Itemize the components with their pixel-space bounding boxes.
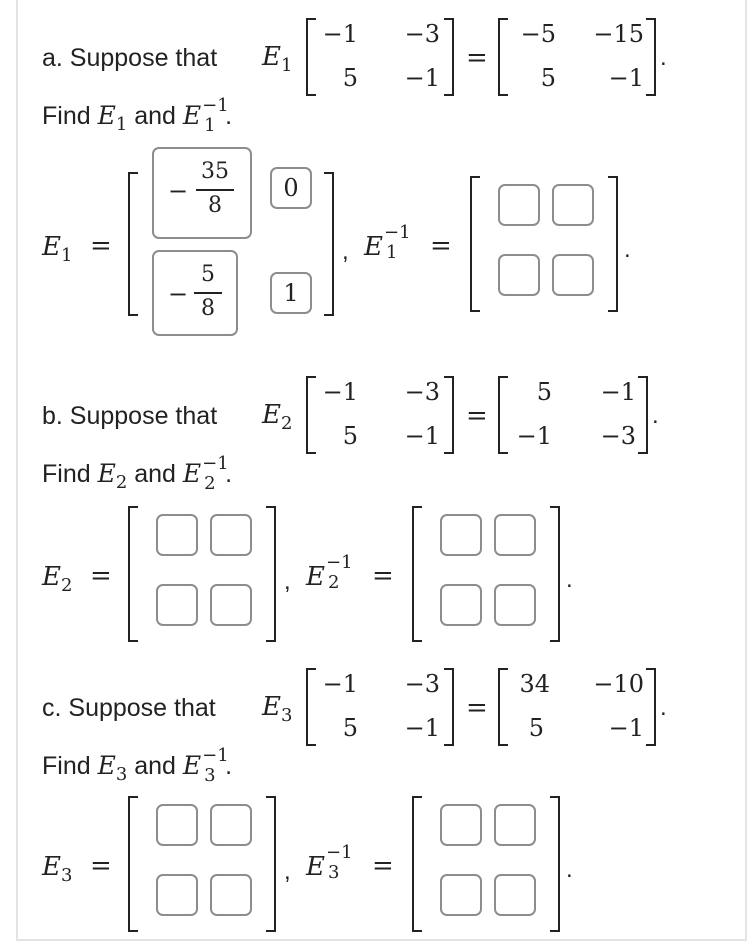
part-b-e-answer-matrix [128, 506, 276, 642]
matrix-cell: −1 [600, 378, 636, 406]
matrix-cell: −1 [322, 670, 358, 698]
part-b-matrix-a [306, 376, 454, 454]
part-c-e-symbol: $E_3$ [262, 692, 293, 726]
minus-sign: − [168, 280, 189, 308]
matrix-cell: −1 [404, 422, 440, 450]
period: . [566, 856, 573, 883]
answer-box[interactable] [440, 584, 482, 626]
part-c-einv-label: E −1 3 [306, 842, 353, 883]
answer-box-r1c2[interactable]: 0 [270, 167, 312, 209]
answer-box[interactable] [494, 874, 536, 916]
equals-sign: = [90, 231, 112, 261]
period: . [660, 694, 667, 721]
equals-sign: = [430, 231, 452, 261]
answer-box-r2c2[interactable]: 1 [270, 272, 312, 314]
equals-sign: = [466, 693, 488, 723]
answer-box[interactable] [156, 874, 198, 916]
matrix-cell: 34 [519, 670, 550, 698]
answer-box[interactable] [156, 804, 198, 846]
minus-sign: − [168, 177, 189, 205]
fraction: 5 8 [192, 262, 224, 324]
part-a-e-symbol: $E_1$ [262, 42, 293, 76]
answer-box[interactable] [494, 584, 536, 626]
equals-sign: = [466, 43, 488, 73]
part-a-e-label: $E_1$ [42, 232, 73, 266]
answer-box[interactable] [210, 804, 252, 846]
equals-sign: = [372, 851, 394, 881]
matrix-cell: −1 [608, 64, 644, 92]
part-b-e-symbol: $E_2$ [262, 400, 293, 434]
matrix-cell: 5 [528, 714, 544, 742]
matrix-cell: −15 [593, 20, 644, 48]
answer-box[interactable] [552, 184, 594, 226]
matrix-cell: 5 [536, 378, 552, 406]
period: . [624, 236, 631, 263]
answer-box[interactable] [210, 584, 252, 626]
answer-box[interactable] [440, 804, 482, 846]
matrix-cell: −5 [520, 20, 556, 48]
part-c-e-label: $E_3$ [42, 852, 73, 886]
period: . [660, 44, 667, 71]
answer-box-r1c1[interactable] [152, 147, 252, 239]
part-c-matrix-b [498, 668, 656, 746]
equals-sign: = [372, 561, 394, 591]
matrix-cell: −3 [404, 20, 440, 48]
equals-sign: = [466, 401, 488, 431]
part-a-matrix-b [498, 18, 656, 96]
answer-box[interactable] [210, 874, 252, 916]
part-c-e-answer-matrix [128, 796, 276, 932]
matrix-cell: −1 [404, 714, 440, 742]
part-a-matrix-a [306, 18, 454, 96]
equals-sign: = [90, 561, 112, 591]
answer-box[interactable] [210, 514, 252, 556]
matrix-cell: −10 [593, 670, 644, 698]
matrix-cell: −1 [516, 422, 552, 450]
answer-box[interactable] [440, 514, 482, 556]
answer-box[interactable] [494, 514, 536, 556]
answer-box[interactable] [494, 804, 536, 846]
matrix-cell: −3 [600, 422, 636, 450]
period: . [652, 402, 659, 429]
answer-box[interactable] [156, 514, 198, 556]
matrix-cell: 5 [342, 714, 358, 742]
part-b-e-label: $E_2$ [42, 562, 73, 596]
part-a-einv-label: E −1 1 [364, 222, 411, 263]
matrix-cell: 5 [342, 422, 358, 450]
matrix-cell: −1 [322, 378, 358, 406]
part-a-suppose-text: a. Suppose that [42, 44, 218, 72]
matrix-cell: 5 [342, 64, 358, 92]
part-b-einv-answer-matrix [412, 506, 560, 642]
part-b-einv-label: E −1 2 [306, 552, 353, 593]
period: . [566, 566, 573, 593]
part-a-einv-answer-matrix [470, 176, 618, 312]
matrix-cell: −1 [608, 714, 644, 742]
matrix-cell: −1 [322, 20, 358, 48]
matrix-cell: −3 [404, 378, 440, 406]
part-c-find-line: Find $E_3$ and E −1 3 . [42, 745, 233, 786]
matrix-cell: 5 [540, 64, 556, 92]
matrix-cell: −3 [404, 670, 440, 698]
part-c-matrix-a [306, 668, 454, 746]
matrix-cell: −1 [404, 64, 440, 92]
part-a-find-line: Find $E_1$ and E −1 1 . [42, 95, 233, 136]
part-b-find-line: Find $E_2$ and E −1 2 . [42, 453, 233, 494]
comma: , [342, 238, 349, 265]
comma: , [284, 858, 291, 885]
answer-box[interactable] [552, 254, 594, 296]
part-c-suppose-text: c. Suppose that [42, 694, 216, 722]
part-c-einv-answer-matrix [412, 796, 560, 932]
equals-sign: = [90, 851, 112, 881]
part-b-matrix-b [498, 376, 648, 454]
answer-box[interactable] [440, 874, 482, 916]
answer-box[interactable] [498, 254, 540, 296]
answer-box-r2c1[interactable] [152, 250, 238, 336]
answer-box[interactable] [498, 184, 540, 226]
comma: , [284, 568, 291, 595]
fraction: 35 8 [194, 159, 236, 221]
answer-box[interactable] [156, 584, 198, 626]
part-b-suppose-text: b. Suppose that [42, 402, 218, 430]
